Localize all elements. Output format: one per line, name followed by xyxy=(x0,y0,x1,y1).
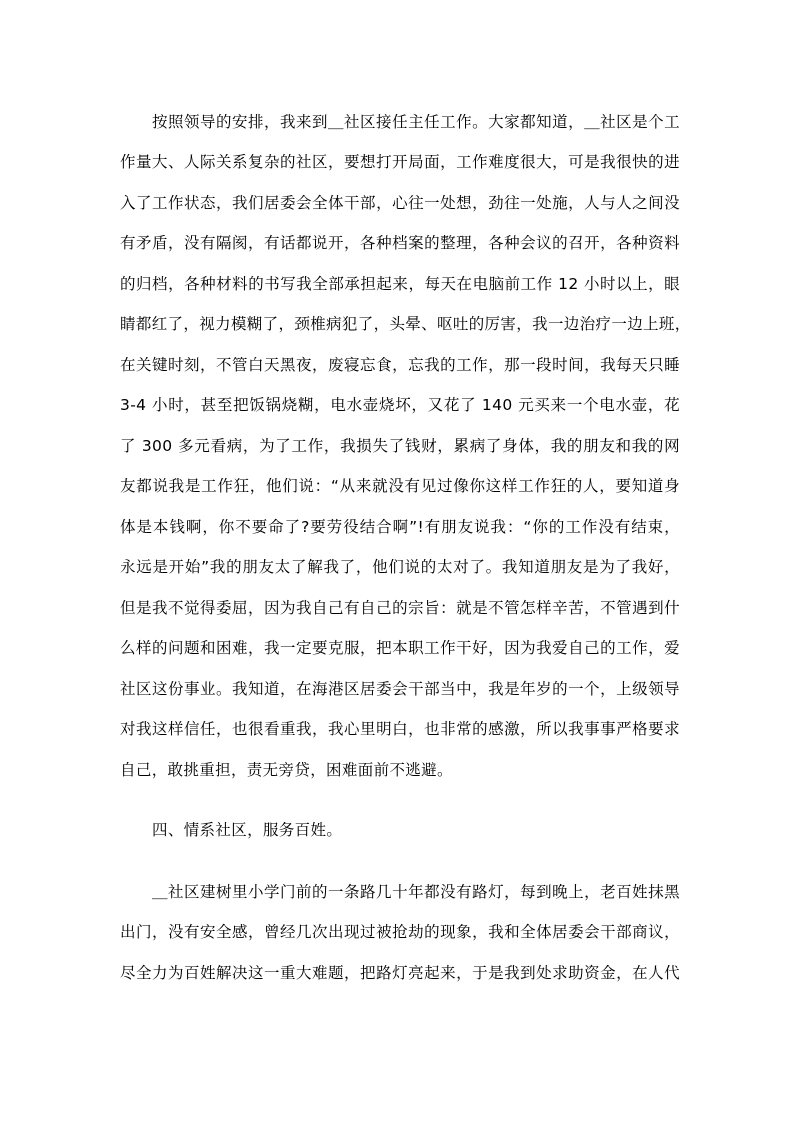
text-line: ＿社区建树里小学门前的一条路几十年都没有路灯，每到晚上，老百姓抹黑 xyxy=(152,883,680,901)
text-line: 的归档，各种材料的书写我全部承担起来，每天在电脑前工作 12 小时以上，眼 xyxy=(120,275,680,293)
text-line: 有矛盾，没有隔阂，有话都说开，各种档案的整理，各种会议的召开，各种资料 xyxy=(120,234,680,252)
text-line: 按照领导的安排，我来到＿社区接任主任工作。大家都知道，＿社区是个工 xyxy=(152,113,680,131)
text-line: 友都说我是工作狂，他们说：“从来就没有见过像你这样工作狂的人，要知道身 xyxy=(120,477,680,495)
text-line: 在关键时刻，不管白天黑夜，废寝忘食，忘我的工作，那一段时间，我每天只睡 xyxy=(120,356,680,374)
text-line: 但是我不觉得委屈，因为我自己有自己的宗旨：就是不管怎样辛苦，不管遇到什 xyxy=(120,599,680,617)
text-line: 入了工作状态，我们居委会全体干部，心往一处想，劲往一处施，人与人之间没 xyxy=(120,194,680,212)
text-line: 尽全力为百姓解决这一重大难题，把路灯亮起来，于是我到处求助资金，在人代 xyxy=(120,964,680,982)
text-line: 永远是开始”我的朋友太了解我了，他们说的太对了。我知道朋友是为了我好， xyxy=(120,558,680,576)
text-line: 了 300 多元看病，为了工作，我损失了钱财，累病了身体，我的朋友和我的网 xyxy=(120,437,680,455)
text-line: 作量大、人际关系复杂的社区，要想打开局面，工作难度很大，可是我很快的进 xyxy=(120,153,680,171)
text-line: 对我这样信任，也很看重我，我心里明白，也非常的感激，所以我事事严格要求 xyxy=(120,720,680,738)
text-line: 体是本钱啊，你不要命了?要劳役结合啊”!有朋友说我：“你的工作没有结束， xyxy=(120,518,680,536)
text-line: 出门，没有安全感，曾经几次出现过被抢劫的现象，我和全体居委会干部商议， xyxy=(120,923,680,941)
text-line: 社区这份事业。我知道，在海港区居委会干部当中，我是年岁的一个，上级领导 xyxy=(120,680,680,698)
text-line: 自己，敢挑重担，责无旁贷，困难面前不逃避。 xyxy=(120,761,453,779)
heading-text: 四、情系社区，服务百姓。 xyxy=(152,821,343,839)
text-line: 么样的问题和困难，我一定要克服，把本职工作干好，因为我爱自己的工作，爱 xyxy=(120,639,680,657)
text-line: 睛都红了，视力模糊了，颈椎病犯了，头晕、呕吐的厉害，我一边治疗一边上班， xyxy=(120,315,691,333)
text-line: 3-4 小时，甚至把饭锅烧糊，电水壶烧坏，又花了 140 元买来一个电水壶，花 xyxy=(120,396,680,414)
